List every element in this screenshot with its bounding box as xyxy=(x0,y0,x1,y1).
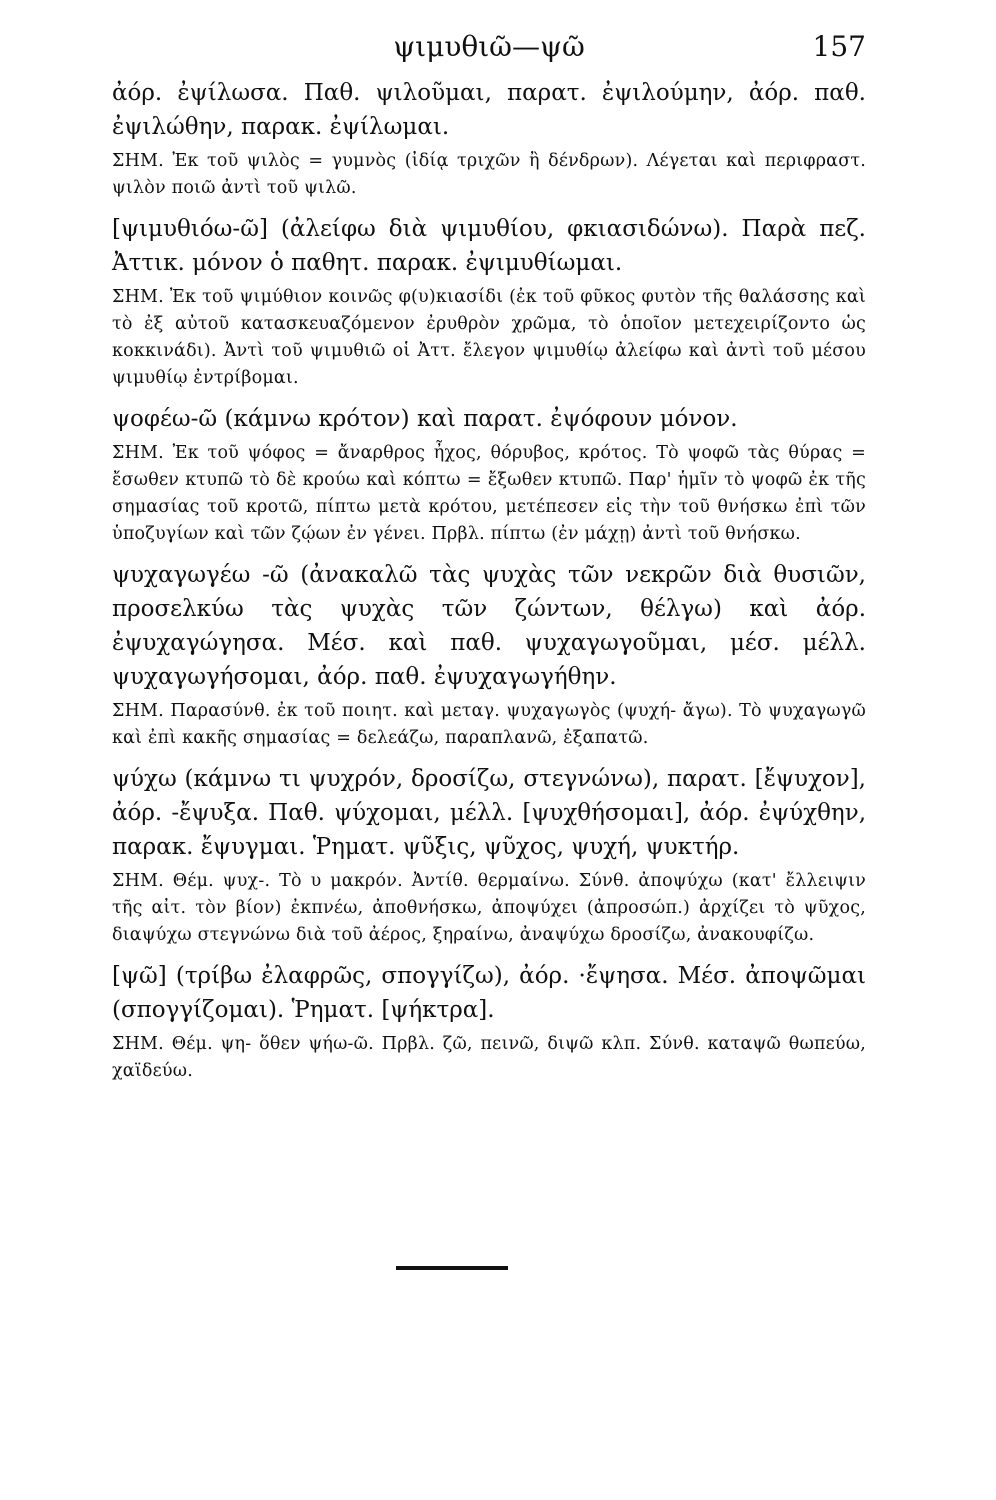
entry-note-text: ΣΗΜ. Θέμ. ψη- ὅθεν ψήω-ῶ. Πρβλ. ζῶ, πεινῶ, διψῶ κλπ. Σύνθ. καταψῶ θωπεύω, χαϊδεύω. xyxy=(112,1034,866,1081)
page-header xyxy=(112,26,866,76)
entry-psimythioo xyxy=(112,212,866,392)
entry-main-text: [ψῶ] (τρίβω ἐλαφρῶς, σπογγίζω), ἀόρ. ·ἔψησα. Μέσ. ἀποψῶμαι (σπογγίζομαι). Ῥηματ. [ψήκτρα]. xyxy=(112,963,866,1023)
entry-note-text: ΣΗΜ. Ἐκ τοῦ ψιλὸς = γυμνὸς (ἰδίᾳ τριχῶν ἢ δένδρων). Λέγεται καὶ περιφραστ. ψιλὸν ποιῶ ἀντὶ τοῦ ψιλῶ. xyxy=(112,151,866,198)
entry-psilo xyxy=(112,76,866,202)
entry-psychagogeo xyxy=(112,558,866,752)
entry-note-text: ΣΗΜ. Θέμ. ψυχ-. Τὸ υ μακρόν. Ἀντίθ. θερμαίνω. Σύνθ. ἀποψύχω (κατ' ἔλλειψιν τῆς αἰτ. τὸν βίον) ἐκπνέω, ἀποθνήσκω, ἀποψύχει (ἀπροσώπ.) ἀρχίζει τὸ ψῦχος, διαψύχω στεγνώνω διὰ τοῦ ἀέρος, ξηραίνω, ἀναψύχω δροσίζω, ἀνακουφίζω. xyxy=(112,871,866,945)
page-number: 157 xyxy=(812,30,866,63)
entry-main-text: ψοφέω-ῶ (κάμνω κρότον) καὶ παρατ. ἐψόφουν μόνον. xyxy=(112,406,738,432)
entry-note-text: ΣΗΜ. Ἐκ τοῦ ψόφος = ἄναρθρος ἦχος, θόρυβος, κρότος. Τὸ ψοφῶ τὰς θύρας = ἔσωθεν κτυπῶ τὸ δὲ κρούω καὶ κόπτω = ἔξωθεν κτυπῶ. Παρ' ἡμῖν τὸ ψοφῶ ἐκ τῆς σημασίας τοῦ κροτῶ, πίπτω μετὰ κρότου, μετέπεσεν εἰς τὴν τοῦ θνήσκω ἐπὶ τῶν ὑποζυγίων καὶ τῶν ζῴων ἐν γένει. Πρβλ. πίπτω (ἐν μάχῃ) ἀντὶ τοῦ θνήσκω. xyxy=(112,443,866,544)
entry-note-text: ΣΗΜ. Παρασύνθ. ἐκ τοῦ ποιητ. καὶ μεταγ. ψυχαγωγὸς (ψυχή- ἄγω). Τὸ ψυχαγωγῶ καὶ ἐπὶ κακῆς σημασίας = δελεάζω, παραπλανῶ, ἐξαπατῶ. xyxy=(112,701,866,748)
entry-psopheo xyxy=(112,402,866,548)
entry-pso xyxy=(112,959,866,1085)
end-rule xyxy=(396,1266,508,1270)
entry-main-text: [ψιμυθιόω-ῶ] (ἀλείφω διὰ ψιμυθίου, φκιασιδώνω). Παρὰ πεζ. Ἀττικ. μόνον ὁ παθητ. παρακ. ἐψιμυθίωμαι. xyxy=(112,216,866,276)
running-title: ψιμυθιῶ—ψῶ xyxy=(393,30,585,63)
entry-psycho xyxy=(112,762,866,949)
entry-main-text: ψύχω (κάμνω τι ψυχρόν, δροσίζω, στεγνώνω), παρατ. [ἔψυχον], ἀόρ. -ἔψυξα. Παθ. ψύχομαι, μέλλ. [ψυχθήσομαι], ἀόρ. ἐψύχθην, παρακ. ἔψυγμαι. Ῥηματ. ψῦξις, ψῦχος, ψυχή, ψυκτήρ. xyxy=(112,766,866,860)
entry-note-text: ΣΗΜ. Ἐκ τοῦ ψιμύθιον κοινῶς φ(υ)κιασίδι (ἐκ τοῦ φῦκος φυτὸν τῆς θαλάσσης καὶ τὸ ἐξ αὐτοῦ κατασκευαζόμενον ἐρυθρὸν χρῶμα, τὸ ὁποῖον μετεχειρίζοντο ὡς κοκκινάδι). Ἀντὶ τοῦ ψιμυθιῶ οἱ Ἀττ. ἔλεγον ψιμυθίῳ ἀλείφω καὶ ἀντὶ τοῦ μέσου ψιμυθίῳ ἐντρίβομαι. xyxy=(112,287,866,388)
entry-main-text: ψυχαγωγέω -ῶ (ἀνακαλῶ τὰς ψυχὰς τῶν νεκρῶν διὰ θυσιῶν, προσελκύω τὰς ψυχὰς τῶν ζώντων, θέλγω) καὶ ἀόρ. ἐψυχαγώγησα. Μέσ. καὶ παθ. ψυχαγωγοῦμαι, μέσ. μέλλ. ψυχαγωγήσομαι, ἀόρ. παθ. ἐψυχαγωγήθην. xyxy=(112,562,866,690)
entry-main-text: ἀόρ. ἐψίλωσα. Παθ. ψιλοῦμαι, παρατ. ἐψιλούμην, ἀόρ. παθ. ἐψιλώθην, παρακ. ἐψίλωμαι. xyxy=(112,80,866,140)
